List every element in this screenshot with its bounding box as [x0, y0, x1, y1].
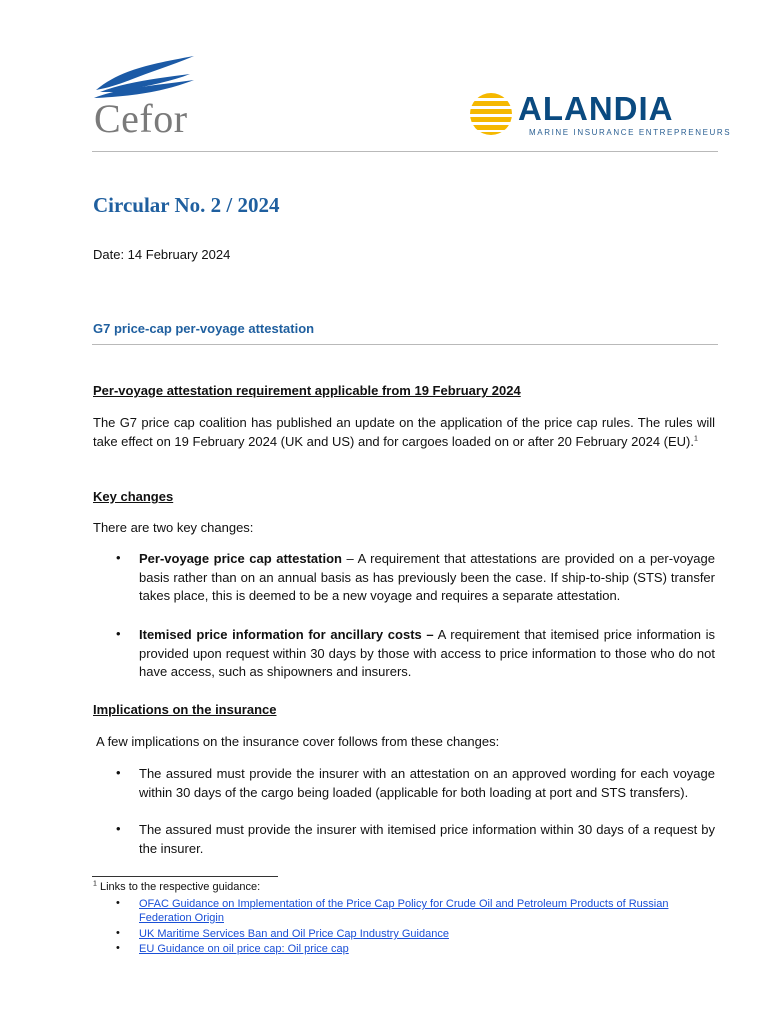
footnote-reference[interactable]: 1: [694, 435, 698, 443]
key-changes-intro: There are two key changes:: [93, 520, 254, 535]
footnote-text: [93, 881, 260, 893]
bullet-icon: •: [116, 942, 120, 954]
footnote-number: 1: [93, 880, 97, 888]
bullet-icon: •: [116, 626, 121, 641]
section-paragraph-attestation: [93, 414, 715, 451]
list-item: The assured must provide the insurer with itemised price information within 30 days of a request by the insurer.: [139, 822, 715, 856]
cefor-logo-text: Cefor: [94, 96, 188, 141]
list-item: [139, 550, 715, 606]
header-divider: [92, 151, 718, 152]
bullet-icon: •: [116, 897, 120, 909]
list-item: [139, 626, 715, 682]
bullet-icon: •: [116, 821, 121, 836]
footnote-divider: [92, 876, 278, 877]
list-item: The assured must provide the insurer with an attestation on an approved wording for each voyage within 30 days of the cargo being loaded (applicable for both loading at port and STS transfers).: [139, 766, 715, 800]
list-item-text: – A requirement that attestations are provided on a per-voyage basis rather than on an annual basis as has previously been the case. If ship-to-ship (STS) transfer takes place, this is deemed to be a new voyage and requires a separate attestation.: [139, 551, 715, 603]
link-uk-guidance[interactable]: UK Maritime Services Ban and Oil Price Cap Industry Guidance: [139, 928, 449, 940]
circular-subject: G7 price-cap per-voyage attestation: [93, 321, 315, 336]
list-item-title: Per-voyage price cap attestation: [139, 551, 342, 566]
alandia-logo-text: ALANDIA: [518, 90, 674, 127]
section-heading-implications: Implications on the insurance: [93, 702, 277, 717]
section-heading-key-changes: Key changes: [93, 489, 174, 504]
subject-divider: [92, 344, 718, 345]
paragraph-text: The G7 price cap coalition has published an update on the application of the price cap rules. The rules will take effect on 19 February 2024 (UK and US) and for cargoes loaded on or after 20 February 2024 (EU).: [93, 415, 715, 449]
implications-intro: A few implications on the insurance cover follows from these changes:: [96, 734, 500, 749]
bullet-icon: •: [116, 927, 120, 939]
circular-date: Date: 14 February 2024: [93, 247, 231, 262]
circular-title: Circular No. 2 / 2024: [93, 193, 280, 217]
alandia-stripes-icon: [469, 92, 513, 136]
footnote-label: Links to the respective guidance:: [99, 881, 261, 893]
list-item-title: Itemised price information for ancillary costs –: [139, 627, 434, 642]
bullet-icon: •: [116, 765, 121, 780]
link-ofac-guidance[interactable]: OFAC Guidance on Implementation of the Price Cap Policy for Crude Oil and Petroleum Products of Russian Federation Origin: [139, 898, 669, 924]
list-item-text: A requirement that itemised price information is provided upon request within 30 days by those with access to price information to those who do not have access, such as shipowners and insurers.: [139, 627, 715, 679]
section-heading-attestation: Per-voyage attestation requirement applicable from 19 February 2024: [93, 383, 521, 398]
alandia-tagline: MARINE INSURANCE ENTREPRENEURS: [529, 128, 732, 137]
link-eu-guidance[interactable]: EU Guidance on oil price cap: Oil price cap: [139, 943, 349, 955]
bullet-icon: •: [116, 550, 121, 565]
